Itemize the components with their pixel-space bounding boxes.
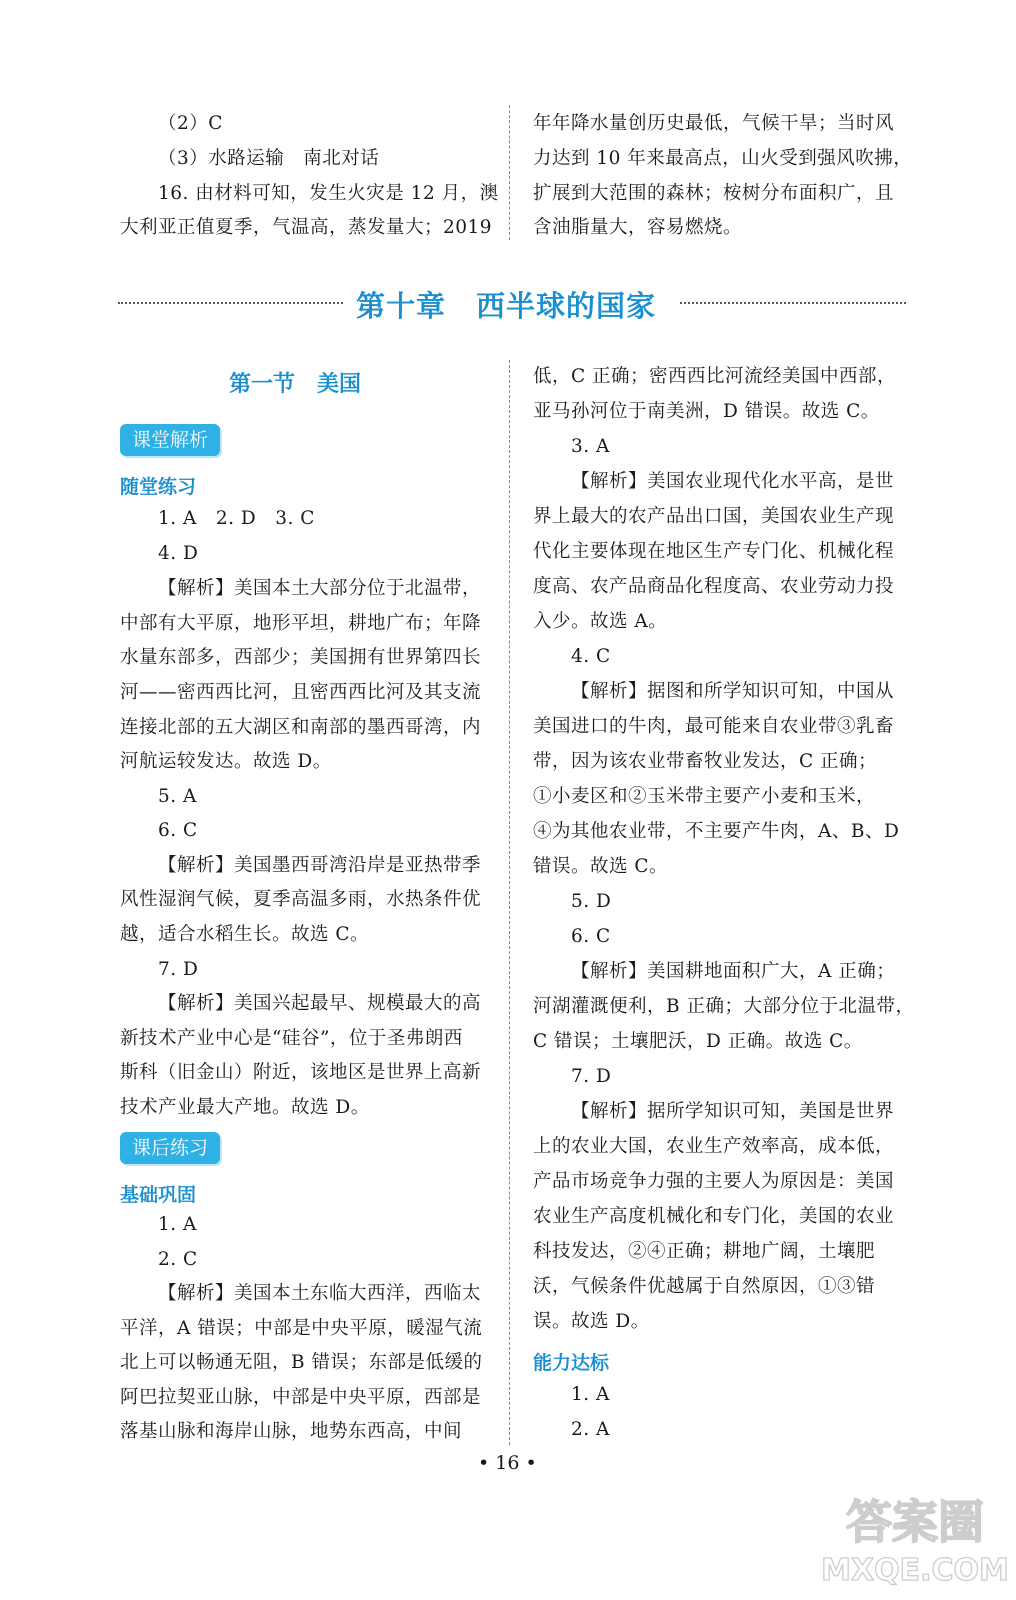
- text-line: 含油脂量大，容易燃烧。: [533, 217, 743, 238]
- explanation-line: 风性湿润气候，夏季高温多雨，水热条件优: [120, 889, 482, 910]
- explanation-line: 产品市场竞争力强的主要人为原因是：美国: [533, 1171, 895, 1192]
- answer-line: 2. C: [158, 1249, 198, 1270]
- explanation-line: 斯科（旧金山）附近，该地区是世界上高新: [120, 1062, 482, 1083]
- explanation-line: 低，C 正确；密西西比河流经美国中西部，: [533, 366, 897, 387]
- explanation-line: 界上最大的农产品出口国，美国农业生产现: [533, 506, 895, 527]
- explanation-line: C 错误；土壤肥沃，D 正确。故选 C。: [533, 1031, 863, 1052]
- text-line: 大利亚正值夏季，气温高，蒸发量大；2019: [120, 217, 493, 238]
- explanation-line: 落基山脉和海岸山脉，地势东西高，中间: [120, 1421, 463, 1442]
- explanation-line: 中部有大平原，地形平坦，耕地广布；年降: [120, 613, 482, 634]
- explanation-line: 美国进口的牛肉，最可能来自农业带③乳畜: [533, 716, 895, 737]
- explanation-line: 【解析】美国农业现代化水平高，是世: [571, 471, 895, 492]
- answer-line: （3）水路运输 南北对话: [158, 148, 380, 169]
- explanation-line: 河——密西西比河，且密西西比河及其支流: [120, 682, 482, 703]
- explanation-line: 【解析】美国本土大部分位于北温带，: [158, 578, 482, 599]
- chapter-heading: [0, 280, 1016, 330]
- explanation-line: 误。故选 D。: [533, 1311, 650, 1332]
- answer-line: 7. D: [571, 1066, 612, 1087]
- text-line: 力达到 10 年来最高点，山火受到强风吹拂，: [533, 148, 913, 169]
- answer-line: 1. A: [158, 1214, 197, 1235]
- explanation-line: 【解析】美国本土东临大西洋，西临太: [158, 1283, 482, 1304]
- explanation-line: ①小麦区和②玉米带主要产小麦和玉米，: [533, 786, 876, 807]
- explanation-line: 北上可以畅通无阻，B 错误；东部是低缓的: [120, 1352, 483, 1373]
- explanation-line: 水量东部多，西部少；美国拥有世界第四长: [120, 647, 482, 668]
- subhead-basic: 基础巩固: [120, 1184, 197, 1206]
- explanation-line: 入少。故选 A。: [533, 611, 668, 632]
- explanation-line: 平洋，A 错误；中部是中央平原，暖湿气流: [120, 1318, 483, 1339]
- explanation-line: ④为其他农业带，不主要产牛肉，A、B、D: [533, 821, 900, 842]
- explanation-line: 【解析】美国兴起最早、规模最大的高: [158, 993, 482, 1014]
- explanation-line: 【解析】据图和所学知识可知，中国从: [571, 681, 895, 702]
- text-line: 16. 由材料可知，发生火灾是 12 月，澳: [158, 183, 499, 204]
- explanation-line: 连接北部的五大湖区和南部的墨西哥湾，内: [120, 717, 482, 738]
- text-line: 年年降水量创历史最低，气候干旱；当时风: [533, 113, 895, 134]
- explanation-line: 【解析】美国耕地面积广大，A 正确；: [571, 961, 896, 982]
- answer-line: 4. D: [158, 543, 199, 564]
- dotted-rule-right: [680, 302, 906, 304]
- column-divider: [509, 360, 510, 1445]
- text-line: 扩展到大范围的森林；桉树分布面积广，且: [533, 183, 895, 204]
- answer-line: 2. A: [571, 1419, 610, 1440]
- explanation-line: 沃，气候条件优越属于自然原因，①③错: [533, 1276, 876, 1297]
- explanation-line: 代化主要体现在地区生产专门化、机械化程: [533, 541, 895, 562]
- badge-after-class: 课后练习: [120, 1132, 220, 1164]
- explanation-line: 河湖灌溉便利，B 正确；大部分位于北温带，: [533, 996, 915, 1017]
- answer-line: 3. A: [571, 436, 610, 457]
- explanation-line: 农业生产高度机械化和专门化，美国的农业: [533, 1206, 895, 1227]
- explanation-line: 【解析】据所学知识可知，美国是世界: [571, 1101, 895, 1122]
- explanation-line: 带，因为该农业带畜牧业发达，C 正确；: [533, 751, 878, 772]
- explanation-line: 科技发达，②④正确；耕地广阔，土壤肥: [533, 1241, 876, 1262]
- answer-line: 7. D: [158, 959, 199, 980]
- badge-classroom: 课堂解析: [120, 424, 220, 456]
- answer-line: 5. D: [571, 891, 612, 912]
- explanation-line: 河航运较发达。故选 D。: [120, 751, 332, 772]
- explanation-line: 上的农业大国，农业生产效率高，成本低，: [533, 1136, 895, 1157]
- explanation-line: 【解析】美国墨西哥湾沿岸是亚热带季: [158, 855, 482, 876]
- explanation-line: 越，适合水稻生长。故选 C。: [120, 924, 370, 945]
- column-divider: [509, 105, 510, 240]
- watermark-logo: [820, 1480, 1010, 1590]
- answer-line: 6. C: [158, 820, 198, 841]
- answer-line: 4. C: [571, 646, 611, 667]
- explanation-line: 新技术产业中心是“硅谷”，位于圣弗朗西: [120, 1028, 463, 1049]
- explanation-line: 阿巴拉契亚山脉，中部是中央平原，西部是: [120, 1387, 482, 1408]
- answer-line: 6. C: [571, 926, 611, 947]
- answer-line: 1. A: [571, 1384, 610, 1405]
- page-number: • 16 •: [478, 1452, 537, 1474]
- chapter-title: 第十章 西半球的国家: [356, 289, 657, 323]
- explanation-line: 技术产业最大产地。故选 D。: [120, 1097, 370, 1118]
- explanation-line: 错误。故选 C。: [533, 856, 669, 877]
- dotted-rule-left: [118, 302, 343, 304]
- answer-line: 5. A: [158, 786, 197, 807]
- watermark-top: 答案圈: [846, 1495, 984, 1549]
- section-title: 第一节 美国: [229, 372, 362, 397]
- subhead-practice: 随堂练习: [120, 476, 197, 498]
- watermark-bottom: MXQE.COM: [821, 1553, 1009, 1588]
- explanation-line: 度高、农产品商品化程度高、农业劳动力投: [533, 576, 895, 597]
- answer-line: 1. A 2. D 3. C: [158, 508, 315, 529]
- answer-line: （2）C: [158, 113, 223, 134]
- subhead-ability: 能力达标: [533, 1352, 610, 1374]
- explanation-line: 亚马孙河位于南美洲，D 错误。故选 C。: [533, 401, 880, 422]
